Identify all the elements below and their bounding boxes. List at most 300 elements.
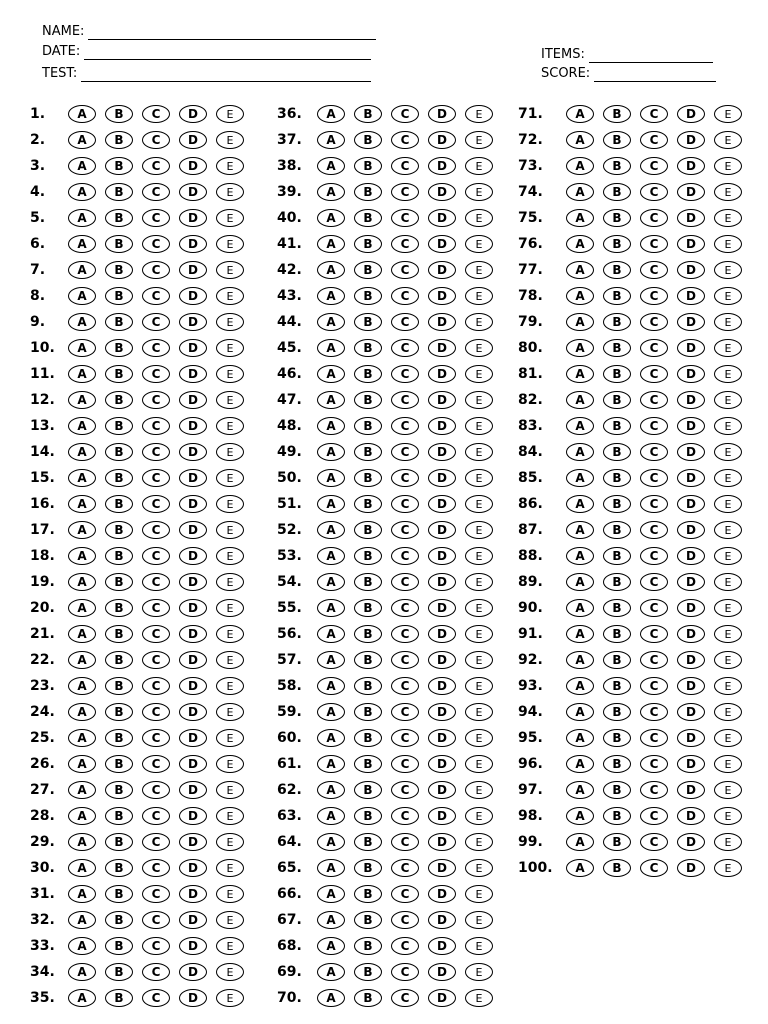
answer-bubble-c[interactable]: C <box>391 131 419 149</box>
answer-bubble-e[interactable]: E <box>465 469 493 487</box>
answer-bubble-e[interactable]: E <box>465 989 493 1007</box>
answer-bubble-c[interactable]: C <box>142 105 170 123</box>
answer-bubble-c[interactable]: C <box>391 469 419 487</box>
answer-bubble-d[interactable]: D <box>677 417 705 435</box>
answer-bubble-a[interactable]: A <box>566 105 594 123</box>
answer-bubble-d[interactable]: D <box>428 703 456 721</box>
answer-bubble-e[interactable]: E <box>465 365 493 383</box>
answer-bubble-a[interactable]: A <box>317 287 345 305</box>
answer-bubble-d[interactable]: D <box>179 495 207 513</box>
answer-bubble-a[interactable]: A <box>317 937 345 955</box>
answer-bubble-b[interactable]: B <box>603 131 631 149</box>
answer-bubble-a[interactable]: A <box>566 521 594 539</box>
answer-bubble-d[interactable]: D <box>179 157 207 175</box>
answer-bubble-d[interactable]: D <box>677 287 705 305</box>
answer-bubble-a[interactable]: A <box>566 859 594 877</box>
answer-bubble-a[interactable]: A <box>566 573 594 591</box>
answer-bubble-a[interactable]: A <box>317 313 345 331</box>
answer-bubble-a[interactable]: A <box>317 105 345 123</box>
answer-bubble-a[interactable]: A <box>566 365 594 383</box>
answer-bubble-b[interactable]: B <box>354 703 382 721</box>
answer-bubble-b[interactable]: B <box>603 755 631 773</box>
answer-bubble-e[interactable]: E <box>465 391 493 409</box>
answer-bubble-e[interactable]: E <box>714 391 742 409</box>
answer-bubble-a[interactable]: A <box>68 755 96 773</box>
answer-bubble-a[interactable]: A <box>68 781 96 799</box>
answer-bubble-e[interactable]: E <box>465 911 493 929</box>
answer-bubble-e[interactable]: E <box>714 131 742 149</box>
answer-bubble-a[interactable]: A <box>317 599 345 617</box>
answer-bubble-b[interactable]: B <box>354 157 382 175</box>
answer-bubble-e[interactable]: E <box>714 677 742 695</box>
answer-bubble-d[interactable]: D <box>677 495 705 513</box>
answer-bubble-d[interactable]: D <box>179 391 207 409</box>
answer-bubble-c[interactable]: C <box>391 365 419 383</box>
answer-bubble-c[interactable]: C <box>640 391 668 409</box>
answer-bubble-b[interactable]: B <box>603 599 631 617</box>
answer-bubble-d[interactable]: D <box>179 183 207 201</box>
answer-bubble-a[interactable]: A <box>566 209 594 227</box>
answer-bubble-e[interactable]: E <box>216 131 244 149</box>
answer-bubble-a[interactable]: A <box>68 157 96 175</box>
answer-bubble-e[interactable]: E <box>714 365 742 383</box>
answer-bubble-b[interactable]: B <box>603 781 631 799</box>
answer-bubble-d[interactable]: D <box>677 157 705 175</box>
answer-bubble-a[interactable]: A <box>317 859 345 877</box>
answer-bubble-a[interactable]: A <box>68 833 96 851</box>
answer-bubble-a[interactable]: A <box>317 989 345 1007</box>
answer-bubble-c[interactable]: C <box>142 495 170 513</box>
name-input-line[interactable] <box>88 25 376 40</box>
answer-bubble-d[interactable]: D <box>428 937 456 955</box>
answer-bubble-d[interactable]: D <box>428 105 456 123</box>
answer-bubble-b[interactable]: B <box>105 651 133 669</box>
answer-bubble-a[interactable]: A <box>317 703 345 721</box>
answer-bubble-b[interactable]: B <box>105 105 133 123</box>
answer-bubble-b[interactable]: B <box>105 209 133 227</box>
answer-bubble-a[interactable]: A <box>68 391 96 409</box>
answer-bubble-e[interactable]: E <box>465 235 493 253</box>
answer-bubble-c[interactable]: C <box>640 703 668 721</box>
answer-bubble-a[interactable]: A <box>68 677 96 695</box>
answer-bubble-b[interactable]: B <box>603 859 631 877</box>
answer-bubble-b[interactable]: B <box>354 391 382 409</box>
answer-bubble-c[interactable]: C <box>391 651 419 669</box>
answer-bubble-d[interactable]: D <box>428 209 456 227</box>
answer-bubble-a[interactable]: A <box>566 287 594 305</box>
answer-bubble-d[interactable]: D <box>179 755 207 773</box>
answer-bubble-b[interactable]: B <box>603 261 631 279</box>
answer-bubble-b[interactable]: B <box>354 495 382 513</box>
answer-bubble-c[interactable]: C <box>640 547 668 565</box>
answer-bubble-e[interactable]: E <box>465 261 493 279</box>
answer-bubble-a[interactable]: A <box>566 833 594 851</box>
answer-bubble-d[interactable]: D <box>179 365 207 383</box>
answer-bubble-a[interactable]: A <box>566 157 594 175</box>
answer-bubble-c[interactable]: C <box>142 261 170 279</box>
answer-bubble-c[interactable]: C <box>142 677 170 695</box>
answer-bubble-e[interactable]: E <box>216 651 244 669</box>
answer-bubble-b[interactable]: B <box>354 911 382 929</box>
answer-bubble-c[interactable]: C <box>640 261 668 279</box>
answer-bubble-d[interactable]: D <box>677 651 705 669</box>
answer-bubble-b[interactable]: B <box>105 521 133 539</box>
answer-bubble-d[interactable]: D <box>428 547 456 565</box>
answer-bubble-c[interactable]: C <box>640 131 668 149</box>
answer-bubble-b[interactable]: B <box>105 885 133 903</box>
answer-bubble-e[interactable]: E <box>216 495 244 513</box>
answer-bubble-a[interactable]: A <box>317 573 345 591</box>
answer-bubble-d[interactable]: D <box>677 781 705 799</box>
answer-bubble-d[interactable]: D <box>179 313 207 331</box>
answer-bubble-e[interactable]: E <box>465 729 493 747</box>
answer-bubble-e[interactable]: E <box>465 885 493 903</box>
answer-bubble-b[interactable]: B <box>105 859 133 877</box>
answer-bubble-c[interactable]: C <box>142 937 170 955</box>
answer-bubble-e[interactable]: E <box>465 495 493 513</box>
answer-bubble-c[interactable]: C <box>391 183 419 201</box>
answer-bubble-a[interactable]: A <box>566 703 594 721</box>
answer-bubble-d[interactable]: D <box>179 625 207 643</box>
answer-bubble-a[interactable]: A <box>317 391 345 409</box>
answer-bubble-e[interactable]: E <box>465 833 493 851</box>
date-input-line[interactable] <box>84 45 371 60</box>
answer-bubble-e[interactable]: E <box>216 729 244 747</box>
answer-bubble-e[interactable]: E <box>465 105 493 123</box>
answer-bubble-c[interactable]: C <box>640 313 668 331</box>
answer-bubble-d[interactable]: D <box>428 417 456 435</box>
answer-bubble-e[interactable]: E <box>714 443 742 461</box>
answer-bubble-c[interactable]: C <box>640 287 668 305</box>
answer-bubble-a[interactable]: A <box>68 261 96 279</box>
answer-bubble-e[interactable]: E <box>714 235 742 253</box>
answer-bubble-e[interactable]: E <box>714 261 742 279</box>
answer-bubble-e[interactable]: E <box>216 105 244 123</box>
answer-bubble-b[interactable]: B <box>105 937 133 955</box>
answer-bubble-a[interactable]: A <box>566 547 594 565</box>
answer-bubble-e[interactable]: E <box>714 573 742 591</box>
answer-bubble-b[interactable]: B <box>603 183 631 201</box>
answer-bubble-e[interactable]: E <box>465 651 493 669</box>
answer-bubble-a[interactable]: A <box>68 313 96 331</box>
answer-bubble-b[interactable]: B <box>603 391 631 409</box>
answer-bubble-e[interactable]: E <box>216 625 244 643</box>
answer-bubble-c[interactable]: C <box>142 521 170 539</box>
answer-bubble-b[interactable]: B <box>105 911 133 929</box>
answer-bubble-a[interactable]: A <box>68 651 96 669</box>
answer-bubble-d[interactable]: D <box>179 911 207 929</box>
answer-bubble-e[interactable]: E <box>216 235 244 253</box>
answer-bubble-e[interactable]: E <box>216 703 244 721</box>
answer-bubble-b[interactable]: B <box>105 365 133 383</box>
answer-bubble-a[interactable]: A <box>317 833 345 851</box>
answer-bubble-a[interactable]: A <box>566 313 594 331</box>
answer-bubble-a[interactable]: A <box>317 781 345 799</box>
answer-bubble-c[interactable]: C <box>391 157 419 175</box>
answer-bubble-a[interactable]: A <box>68 365 96 383</box>
answer-bubble-b[interactable]: B <box>603 651 631 669</box>
answer-bubble-b[interactable]: B <box>354 807 382 825</box>
answer-bubble-a[interactable]: A <box>68 547 96 565</box>
answer-bubble-c[interactable]: C <box>640 599 668 617</box>
answer-bubble-a[interactable]: A <box>68 235 96 253</box>
answer-bubble-d[interactable]: D <box>179 131 207 149</box>
answer-bubble-a[interactable]: A <box>68 703 96 721</box>
answer-bubble-c[interactable]: C <box>391 755 419 773</box>
answer-bubble-e[interactable]: E <box>465 677 493 695</box>
answer-bubble-a[interactable]: A <box>566 131 594 149</box>
answer-bubble-d[interactable]: D <box>677 625 705 643</box>
answer-bubble-d[interactable]: D <box>428 157 456 175</box>
answer-bubble-c[interactable]: C <box>640 443 668 461</box>
answer-bubble-b[interactable]: B <box>354 651 382 669</box>
answer-bubble-a[interactable]: A <box>317 807 345 825</box>
answer-bubble-a[interactable]: A <box>317 885 345 903</box>
answer-bubble-d[interactable]: D <box>179 937 207 955</box>
answer-bubble-c[interactable]: C <box>391 677 419 695</box>
answer-bubble-b[interactable]: B <box>105 547 133 565</box>
answer-bubble-a[interactable]: A <box>317 443 345 461</box>
answer-bubble-e[interactable]: E <box>216 677 244 695</box>
answer-bubble-e[interactable]: E <box>216 391 244 409</box>
answer-bubble-c[interactable]: C <box>640 235 668 253</box>
answer-bubble-b[interactable]: B <box>105 235 133 253</box>
answer-bubble-b[interactable]: B <box>603 729 631 747</box>
answer-bubble-c[interactable]: C <box>640 807 668 825</box>
answer-bubble-d[interactable]: D <box>179 105 207 123</box>
answer-bubble-b[interactable]: B <box>105 157 133 175</box>
answer-bubble-e[interactable]: E <box>714 209 742 227</box>
answer-bubble-b[interactable]: B <box>354 365 382 383</box>
answer-bubble-d[interactable]: D <box>677 677 705 695</box>
answer-bubble-c[interactable]: C <box>640 365 668 383</box>
answer-bubble-e[interactable]: E <box>465 339 493 357</box>
answer-bubble-b[interactable]: B <box>603 469 631 487</box>
answer-bubble-c[interactable]: C <box>142 599 170 617</box>
answer-bubble-e[interactable]: E <box>216 313 244 331</box>
answer-bubble-c[interactable]: C <box>640 495 668 513</box>
answer-bubble-b[interactable]: B <box>354 989 382 1007</box>
answer-bubble-e[interactable]: E <box>216 859 244 877</box>
answer-bubble-c[interactable]: C <box>142 339 170 357</box>
answer-bubble-a[interactable]: A <box>566 261 594 279</box>
answer-bubble-b[interactable]: B <box>105 625 133 643</box>
answer-bubble-b[interactable]: B <box>105 573 133 591</box>
answer-bubble-c[interactable]: C <box>391 833 419 851</box>
answer-bubble-c[interactable]: C <box>391 339 419 357</box>
answer-bubble-a[interactable]: A <box>566 495 594 513</box>
answer-bubble-b[interactable]: B <box>603 339 631 357</box>
answer-bubble-a[interactable]: A <box>566 235 594 253</box>
answer-bubble-a[interactable]: A <box>317 677 345 695</box>
answer-bubble-b[interactable]: B <box>354 235 382 253</box>
answer-bubble-a[interactable]: A <box>566 339 594 357</box>
answer-bubble-d[interactable]: D <box>428 443 456 461</box>
answer-bubble-e[interactable]: E <box>714 833 742 851</box>
answer-bubble-c[interactable]: C <box>640 469 668 487</box>
answer-bubble-b[interactable]: B <box>354 755 382 773</box>
answer-bubble-e[interactable]: E <box>714 859 742 877</box>
answer-bubble-a[interactable]: A <box>68 807 96 825</box>
answer-bubble-a[interactable]: A <box>317 547 345 565</box>
answer-bubble-b[interactable]: B <box>603 547 631 565</box>
answer-bubble-c[interactable]: C <box>391 261 419 279</box>
answer-bubble-a[interactable]: A <box>68 443 96 461</box>
answer-bubble-c[interactable]: C <box>142 651 170 669</box>
items-input-line[interactable] <box>589 48 713 63</box>
answer-bubble-e[interactable]: E <box>465 417 493 435</box>
answer-bubble-d[interactable]: D <box>677 573 705 591</box>
answer-bubble-d[interactable]: D <box>428 807 456 825</box>
answer-bubble-b[interactable]: B <box>603 105 631 123</box>
answer-bubble-a[interactable]: A <box>68 729 96 747</box>
answer-bubble-d[interactable]: D <box>428 235 456 253</box>
answer-bubble-b[interactable]: B <box>354 469 382 487</box>
answer-bubble-a[interactable]: A <box>566 469 594 487</box>
answer-bubble-c[interactable]: C <box>142 391 170 409</box>
answer-bubble-e[interactable]: E <box>216 287 244 305</box>
answer-bubble-e[interactable]: E <box>216 261 244 279</box>
answer-bubble-a[interactable]: A <box>317 157 345 175</box>
answer-bubble-b[interactable]: B <box>354 729 382 747</box>
answer-bubble-e[interactable]: E <box>216 209 244 227</box>
answer-bubble-b[interactable]: B <box>354 209 382 227</box>
answer-bubble-c[interactable]: C <box>142 781 170 799</box>
answer-bubble-b[interactable]: B <box>354 261 382 279</box>
answer-bubble-c[interactable]: C <box>391 885 419 903</box>
answer-bubble-e[interactable]: E <box>714 755 742 773</box>
answer-bubble-d[interactable]: D <box>179 729 207 747</box>
answer-bubble-c[interactable]: C <box>391 703 419 721</box>
answer-bubble-c[interactable]: C <box>640 209 668 227</box>
answer-bubble-d[interactable]: D <box>179 521 207 539</box>
answer-bubble-b[interactable]: B <box>354 287 382 305</box>
answer-bubble-c[interactable]: C <box>640 781 668 799</box>
answer-bubble-e[interactable]: E <box>465 131 493 149</box>
answer-bubble-e[interactable]: E <box>216 573 244 591</box>
answer-bubble-a[interactable]: A <box>68 911 96 929</box>
answer-bubble-d[interactable]: D <box>677 339 705 357</box>
answer-bubble-a[interactable]: A <box>566 755 594 773</box>
answer-bubble-d[interactable]: D <box>428 261 456 279</box>
answer-bubble-d[interactable]: D <box>179 885 207 903</box>
answer-bubble-a[interactable]: A <box>68 599 96 617</box>
answer-bubble-d[interactable]: D <box>677 391 705 409</box>
answer-bubble-d[interactable]: D <box>179 235 207 253</box>
answer-bubble-a[interactable]: A <box>566 183 594 201</box>
answer-bubble-b[interactable]: B <box>354 677 382 695</box>
answer-bubble-b[interactable]: B <box>603 833 631 851</box>
answer-bubble-e[interactable]: E <box>714 547 742 565</box>
answer-bubble-e[interactable]: E <box>714 339 742 357</box>
answer-bubble-e[interactable]: E <box>216 521 244 539</box>
answer-bubble-e[interactable]: E <box>714 157 742 175</box>
answer-bubble-a[interactable]: A <box>317 625 345 643</box>
answer-bubble-b[interactable]: B <box>603 573 631 591</box>
answer-bubble-a[interactable]: A <box>566 677 594 695</box>
answer-bubble-c[interactable]: C <box>391 443 419 461</box>
answer-bubble-b[interactable]: B <box>105 183 133 201</box>
answer-bubble-c[interactable]: C <box>391 105 419 123</box>
answer-bubble-d[interactable]: D <box>428 391 456 409</box>
answer-bubble-d[interactable]: D <box>179 573 207 591</box>
answer-bubble-d[interactable]: D <box>677 599 705 617</box>
answer-bubble-d[interactable]: D <box>428 495 456 513</box>
answer-bubble-a[interactable]: A <box>566 651 594 669</box>
answer-bubble-c[interactable]: C <box>142 859 170 877</box>
answer-bubble-a[interactable]: A <box>68 989 96 1007</box>
answer-bubble-b[interactable]: B <box>105 495 133 513</box>
answer-bubble-c[interactable]: C <box>142 573 170 591</box>
answer-bubble-c[interactable]: C <box>391 989 419 1007</box>
answer-bubble-c[interactable]: C <box>391 781 419 799</box>
answer-bubble-b[interactable]: B <box>105 443 133 461</box>
answer-bubble-d[interactable]: D <box>428 989 456 1007</box>
answer-bubble-c[interactable]: C <box>640 521 668 539</box>
answer-bubble-d[interactable]: D <box>428 131 456 149</box>
answer-bubble-a[interactable]: A <box>317 261 345 279</box>
answer-bubble-b[interactable]: B <box>105 677 133 695</box>
answer-bubble-c[interactable]: C <box>142 365 170 383</box>
answer-bubble-a[interactable]: A <box>317 911 345 929</box>
answer-bubble-d[interactable]: D <box>428 365 456 383</box>
answer-bubble-e[interactable]: E <box>216 989 244 1007</box>
answer-bubble-e[interactable]: E <box>714 651 742 669</box>
answer-bubble-b[interactable]: B <box>603 365 631 383</box>
answer-bubble-a[interactable]: A <box>317 963 345 981</box>
answer-bubble-e[interactable]: E <box>465 599 493 617</box>
answer-bubble-e[interactable]: E <box>216 443 244 461</box>
answer-bubble-d[interactable]: D <box>677 807 705 825</box>
answer-bubble-d[interactable]: D <box>179 599 207 617</box>
answer-bubble-d[interactable]: D <box>428 183 456 201</box>
answer-bubble-b[interactable]: B <box>105 339 133 357</box>
answer-bubble-c[interactable]: C <box>142 287 170 305</box>
answer-bubble-d[interactable]: D <box>428 781 456 799</box>
answer-bubble-b[interactable]: B <box>354 859 382 877</box>
answer-bubble-d[interactable]: D <box>428 859 456 877</box>
answer-bubble-c[interactable]: C <box>391 911 419 929</box>
answer-bubble-c[interactable]: C <box>640 729 668 747</box>
answer-bubble-a[interactable]: A <box>566 625 594 643</box>
answer-bubble-d[interactable]: D <box>677 859 705 877</box>
answer-bubble-c[interactable]: C <box>142 183 170 201</box>
answer-bubble-e[interactable]: E <box>216 833 244 851</box>
answer-bubble-a[interactable]: A <box>68 937 96 955</box>
answer-bubble-b[interactable]: B <box>603 495 631 513</box>
answer-bubble-e[interactable]: E <box>465 443 493 461</box>
answer-bubble-b[interactable]: B <box>354 443 382 461</box>
answer-bubble-b[interactable]: B <box>603 521 631 539</box>
answer-bubble-d[interactable]: D <box>677 521 705 539</box>
answer-bubble-a[interactable]: A <box>566 417 594 435</box>
answer-bubble-b[interactable]: B <box>603 625 631 643</box>
answer-bubble-c[interactable]: C <box>142 443 170 461</box>
answer-bubble-a[interactable]: A <box>566 443 594 461</box>
answer-bubble-c[interactable]: C <box>142 833 170 851</box>
answer-bubble-d[interactable]: D <box>179 651 207 669</box>
answer-bubble-e[interactable]: E <box>216 755 244 773</box>
answer-bubble-d[interactable]: D <box>677 443 705 461</box>
answer-bubble-c[interactable]: C <box>142 235 170 253</box>
answer-bubble-b[interactable]: B <box>354 417 382 435</box>
answer-bubble-d[interactable]: D <box>677 833 705 851</box>
answer-bubble-a[interactable]: A <box>68 469 96 487</box>
answer-bubble-e[interactable]: E <box>714 313 742 331</box>
answer-bubble-b[interactable]: B <box>105 833 133 851</box>
answer-bubble-c[interactable]: C <box>640 183 668 201</box>
answer-bubble-d[interactable]: D <box>179 677 207 695</box>
